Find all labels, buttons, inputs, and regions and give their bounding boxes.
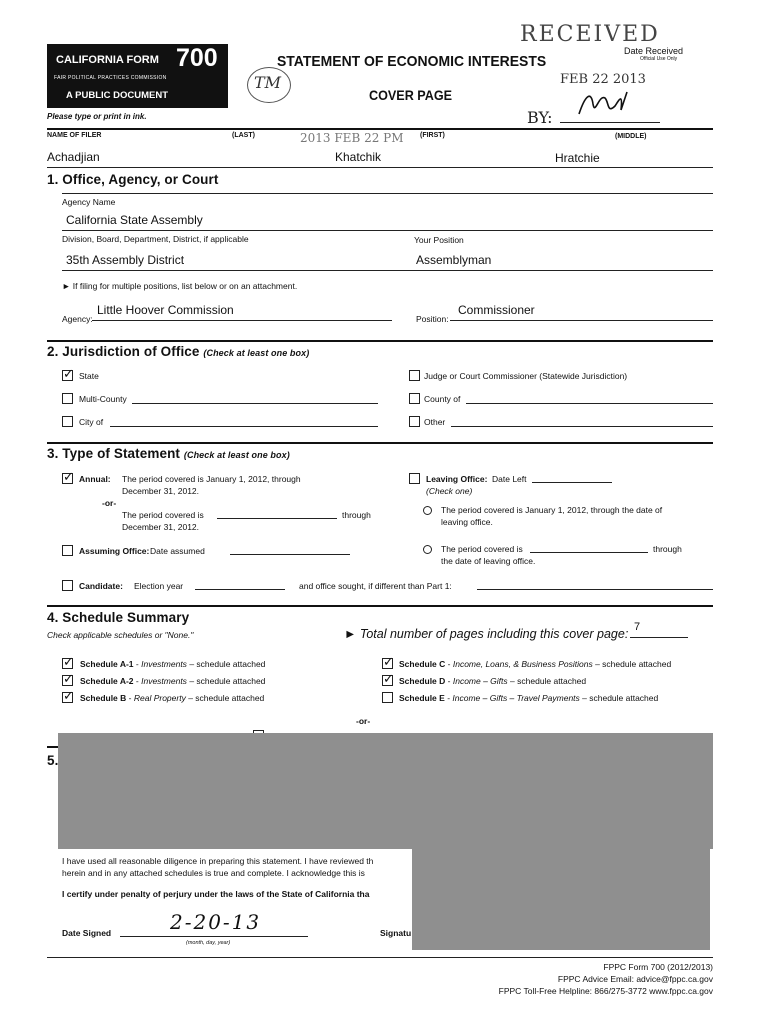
- total-pages-label: ► Total number of pages including this cover page:: [344, 627, 629, 641]
- footer-form-id: FPPC Form 700 (2012/2013): [603, 962, 713, 972]
- print-instruction: Please type or print in ink.: [47, 112, 147, 121]
- candidate-text: Election year: [134, 581, 184, 591]
- annual-checkbox[interactable]: ✓: [63, 469, 74, 484]
- position2-line: [450, 320, 713, 321]
- leaving-label: Leaving Office:: [426, 474, 488, 484]
- stamp-date: FEB 22 2013: [560, 72, 646, 87]
- first-label: (FIRST): [420, 132, 445, 139]
- schedule-b-label: Schedule B - Real Property – schedule attached: [80, 693, 265, 703]
- leaving-option1-text-1: The period covered is January 1, 2012, through the date of: [441, 505, 663, 515]
- leaving-option2-text-2: the date of leaving office.: [441, 556, 536, 566]
- form-title: STATEMENT OF ECONOMIC INTERESTS: [277, 53, 547, 70]
- total-pages-value: 7: [634, 621, 641, 633]
- form-number: 700: [176, 44, 218, 72]
- candidate-label: Candidate:: [79, 581, 123, 591]
- stamp-signature-scribble: [575, 84, 635, 122]
- received-stamp: RECEIVED: [520, 22, 660, 47]
- official-use-label: Official Use Only: [640, 56, 678, 62]
- agency2-label: Agency:: [62, 314, 93, 324]
- leaving-option2-radio[interactable]: [423, 545, 432, 554]
- division-value: 35th Assembly District: [66, 253, 185, 267]
- annual-text-2: December 31, 2012.: [122, 486, 200, 496]
- total-pages-line: [630, 637, 688, 638]
- candidate-text-2: and office sought, if different than Part 1:: [299, 581, 452, 591]
- schedule-a1-label: Schedule A-1 - Investments – schedule attached: [80, 659, 266, 669]
- county-line: [466, 403, 713, 404]
- annual-label: Annual:: [79, 474, 111, 484]
- state-checkbox[interactable]: ✓: [63, 366, 74, 381]
- form-subtitle: COVER PAGE: [369, 87, 453, 103]
- division-label: Division, Board, Department, District, if applicable: [62, 234, 249, 244]
- multi-position-note: ► If filing for multiple positions, list below or on an attachment.: [62, 281, 298, 291]
- judge-label: Judge or Court Commissioner (Statewide Jurisdiction): [424, 371, 628, 381]
- schedule-a1-checkbox[interactable]: ✓: [63, 654, 74, 669]
- schedule-d-label: Schedule D - Income – Gifts – schedule attached: [399, 676, 587, 686]
- county-label: County of: [424, 394, 461, 404]
- last-name-value: Achadjian: [47, 150, 100, 164]
- middle-label: (MIDDLE): [615, 133, 647, 140]
- leaving-option2-text-1: The period covered is: [441, 544, 523, 554]
- through-label: through: [342, 510, 371, 520]
- schedule-e-checkbox[interactable]: [382, 692, 393, 703]
- agency2-line: [92, 320, 392, 321]
- first-name-value: Khatchik: [335, 150, 382, 164]
- candidate-checkbox[interactable]: [62, 580, 73, 591]
- or-label: -or-: [102, 498, 117, 508]
- period-date-line: [217, 518, 337, 519]
- section5-number: 5.: [47, 753, 59, 768]
- position2-value: Commissioner: [458, 303, 535, 317]
- diligence-text-1: I have used all reasonable diligence in preparing this statement. I have reviewed th: [62, 856, 374, 866]
- position-value: Assemblyman: [416, 253, 492, 267]
- footer-hotline: FPPC Toll-Free Helpline: 866/275-3772 www.fppc.ca.gov: [498, 986, 713, 996]
- period-text-1: The period covered is: [122, 510, 204, 520]
- section2-rule-top: [47, 340, 713, 342]
- section3-rule-top: [47, 442, 713, 444]
- office-sought-line: [477, 589, 713, 590]
- other-checkbox[interactable]: [409, 416, 420, 427]
- assuming-checkbox[interactable]: [62, 545, 73, 556]
- signature-label: Signatu: [380, 928, 412, 938]
- schedule-check-note: Check applicable schedules or "None.": [47, 630, 194, 640]
- schedule-e-label: Schedule E - Income – Gifts – Travel Payments – schedule attached: [399, 693, 659, 703]
- leaving-text: Date Left: [492, 474, 527, 484]
- agency-name-label: Agency Name: [62, 197, 116, 207]
- other-label: Other: [424, 417, 446, 427]
- stamp-signature-line: [560, 122, 660, 123]
- leaving-option1-text-2: leaving office.: [441, 517, 493, 527]
- date-signed-label: Date Signed: [62, 928, 112, 938]
- schedule-or-label: -or-: [356, 716, 371, 726]
- multi-county-label: Multi-County: [79, 394, 127, 404]
- leaving-date-line: [532, 482, 612, 483]
- stamp-by: BY:: [527, 108, 553, 127]
- section4-rule-top: [47, 605, 713, 607]
- redaction-block-upper: [58, 733, 713, 849]
- schedule-b-checkbox[interactable]: ✓: [63, 688, 74, 703]
- initials-text: TM: [254, 73, 282, 92]
- public-document-label: A PUBLIC DOCUMENT: [66, 90, 169, 101]
- check-one-label: (Check one): [426, 486, 473, 496]
- section1-rule: [62, 193, 713, 194]
- schedule-c-checkbox[interactable]: ✓: [383, 654, 394, 669]
- footer-advice: FPPC Advice Email: advice@fppc.ca.gov: [557, 974, 713, 984]
- diligence-text-2: herein and in any attached schedules is true and complete. I acknowledge this is: [62, 868, 365, 878]
- header-rule: [47, 128, 713, 130]
- county-checkbox[interactable]: [409, 393, 420, 404]
- section4-heading: 4. Schedule Summary: [47, 610, 190, 625]
- date-received-label: Date Received: [624, 46, 684, 56]
- date-format-note: (month, day, year): [186, 940, 231, 946]
- leaving-option2-line: [530, 552, 648, 553]
- position-label: Your Position: [414, 235, 464, 245]
- agency2-value: Little Hoover Commission: [97, 303, 234, 317]
- agency-name-value: California State Assembly: [66, 213, 203, 227]
- section3-heading: 3. Type of Statement (Check at least one box): [47, 446, 290, 461]
- assuming-text: Date assumed: [150, 546, 205, 556]
- city-checkbox[interactable]: [62, 416, 73, 427]
- assuming-date-line: [230, 554, 350, 555]
- section5-rule-bottom: [47, 957, 713, 958]
- state-label: State: [79, 371, 99, 381]
- section1-heading: 1. Office, Agency, or Court: [47, 172, 219, 187]
- name-rule: [47, 167, 713, 168]
- leaving-option1-radio[interactable]: [423, 506, 432, 515]
- assuming-label: Assuming Office:: [79, 546, 150, 556]
- schedule-a2-checkbox[interactable]: ✓: [63, 671, 74, 686]
- date-signed-value: 2-20-13: [170, 910, 262, 934]
- period-text-2: December 31, 2012.: [122, 522, 200, 532]
- name-label: NAME OF FILER: [47, 132, 102, 139]
- agency-rule: [62, 230, 713, 231]
- schedule-d-checkbox[interactable]: ✓: [383, 671, 394, 686]
- annual-text-1: The period covered is January 1, 2012, through: [122, 474, 301, 484]
- division-rule: [62, 270, 713, 271]
- multi-county-line: [132, 403, 378, 404]
- leaving-checkbox[interactable]: [409, 473, 420, 484]
- redaction-block-lower: [412, 845, 710, 950]
- form-label: CALIFORNIA FORM: [56, 54, 159, 66]
- schedule-a2-label: Schedule A-2 - Investments – schedule attached: [80, 676, 266, 686]
- other-line: [451, 426, 713, 427]
- position2-label: Position:: [416, 314, 449, 324]
- section2-heading: 2. Jurisdiction of Office (Check at least one box): [47, 344, 310, 359]
- multi-county-checkbox[interactable]: [62, 393, 73, 404]
- certify-text: I certify under penalty of perjury under the laws of the State of California tha: [62, 889, 370, 899]
- last-label: (LAST): [232, 132, 255, 139]
- middle-name-value: Hratchie: [555, 151, 600, 165]
- city-line: [110, 426, 378, 427]
- schedule-c-label: Schedule C - Income, Loans, & Business Positions – schedule attached: [399, 659, 672, 669]
- city-label: City of: [79, 417, 104, 427]
- date-signed-line: [120, 936, 308, 937]
- commission-name: FAIR POLITICAL PRACTICES COMMISSION: [54, 75, 167, 81]
- filed-stamp: 2013 FEB 22 PM: [300, 131, 404, 145]
- leaving-option2-through: through: [653, 544, 682, 554]
- judge-checkbox[interactable]: [409, 370, 420, 381]
- election-year-line: [195, 589, 285, 590]
